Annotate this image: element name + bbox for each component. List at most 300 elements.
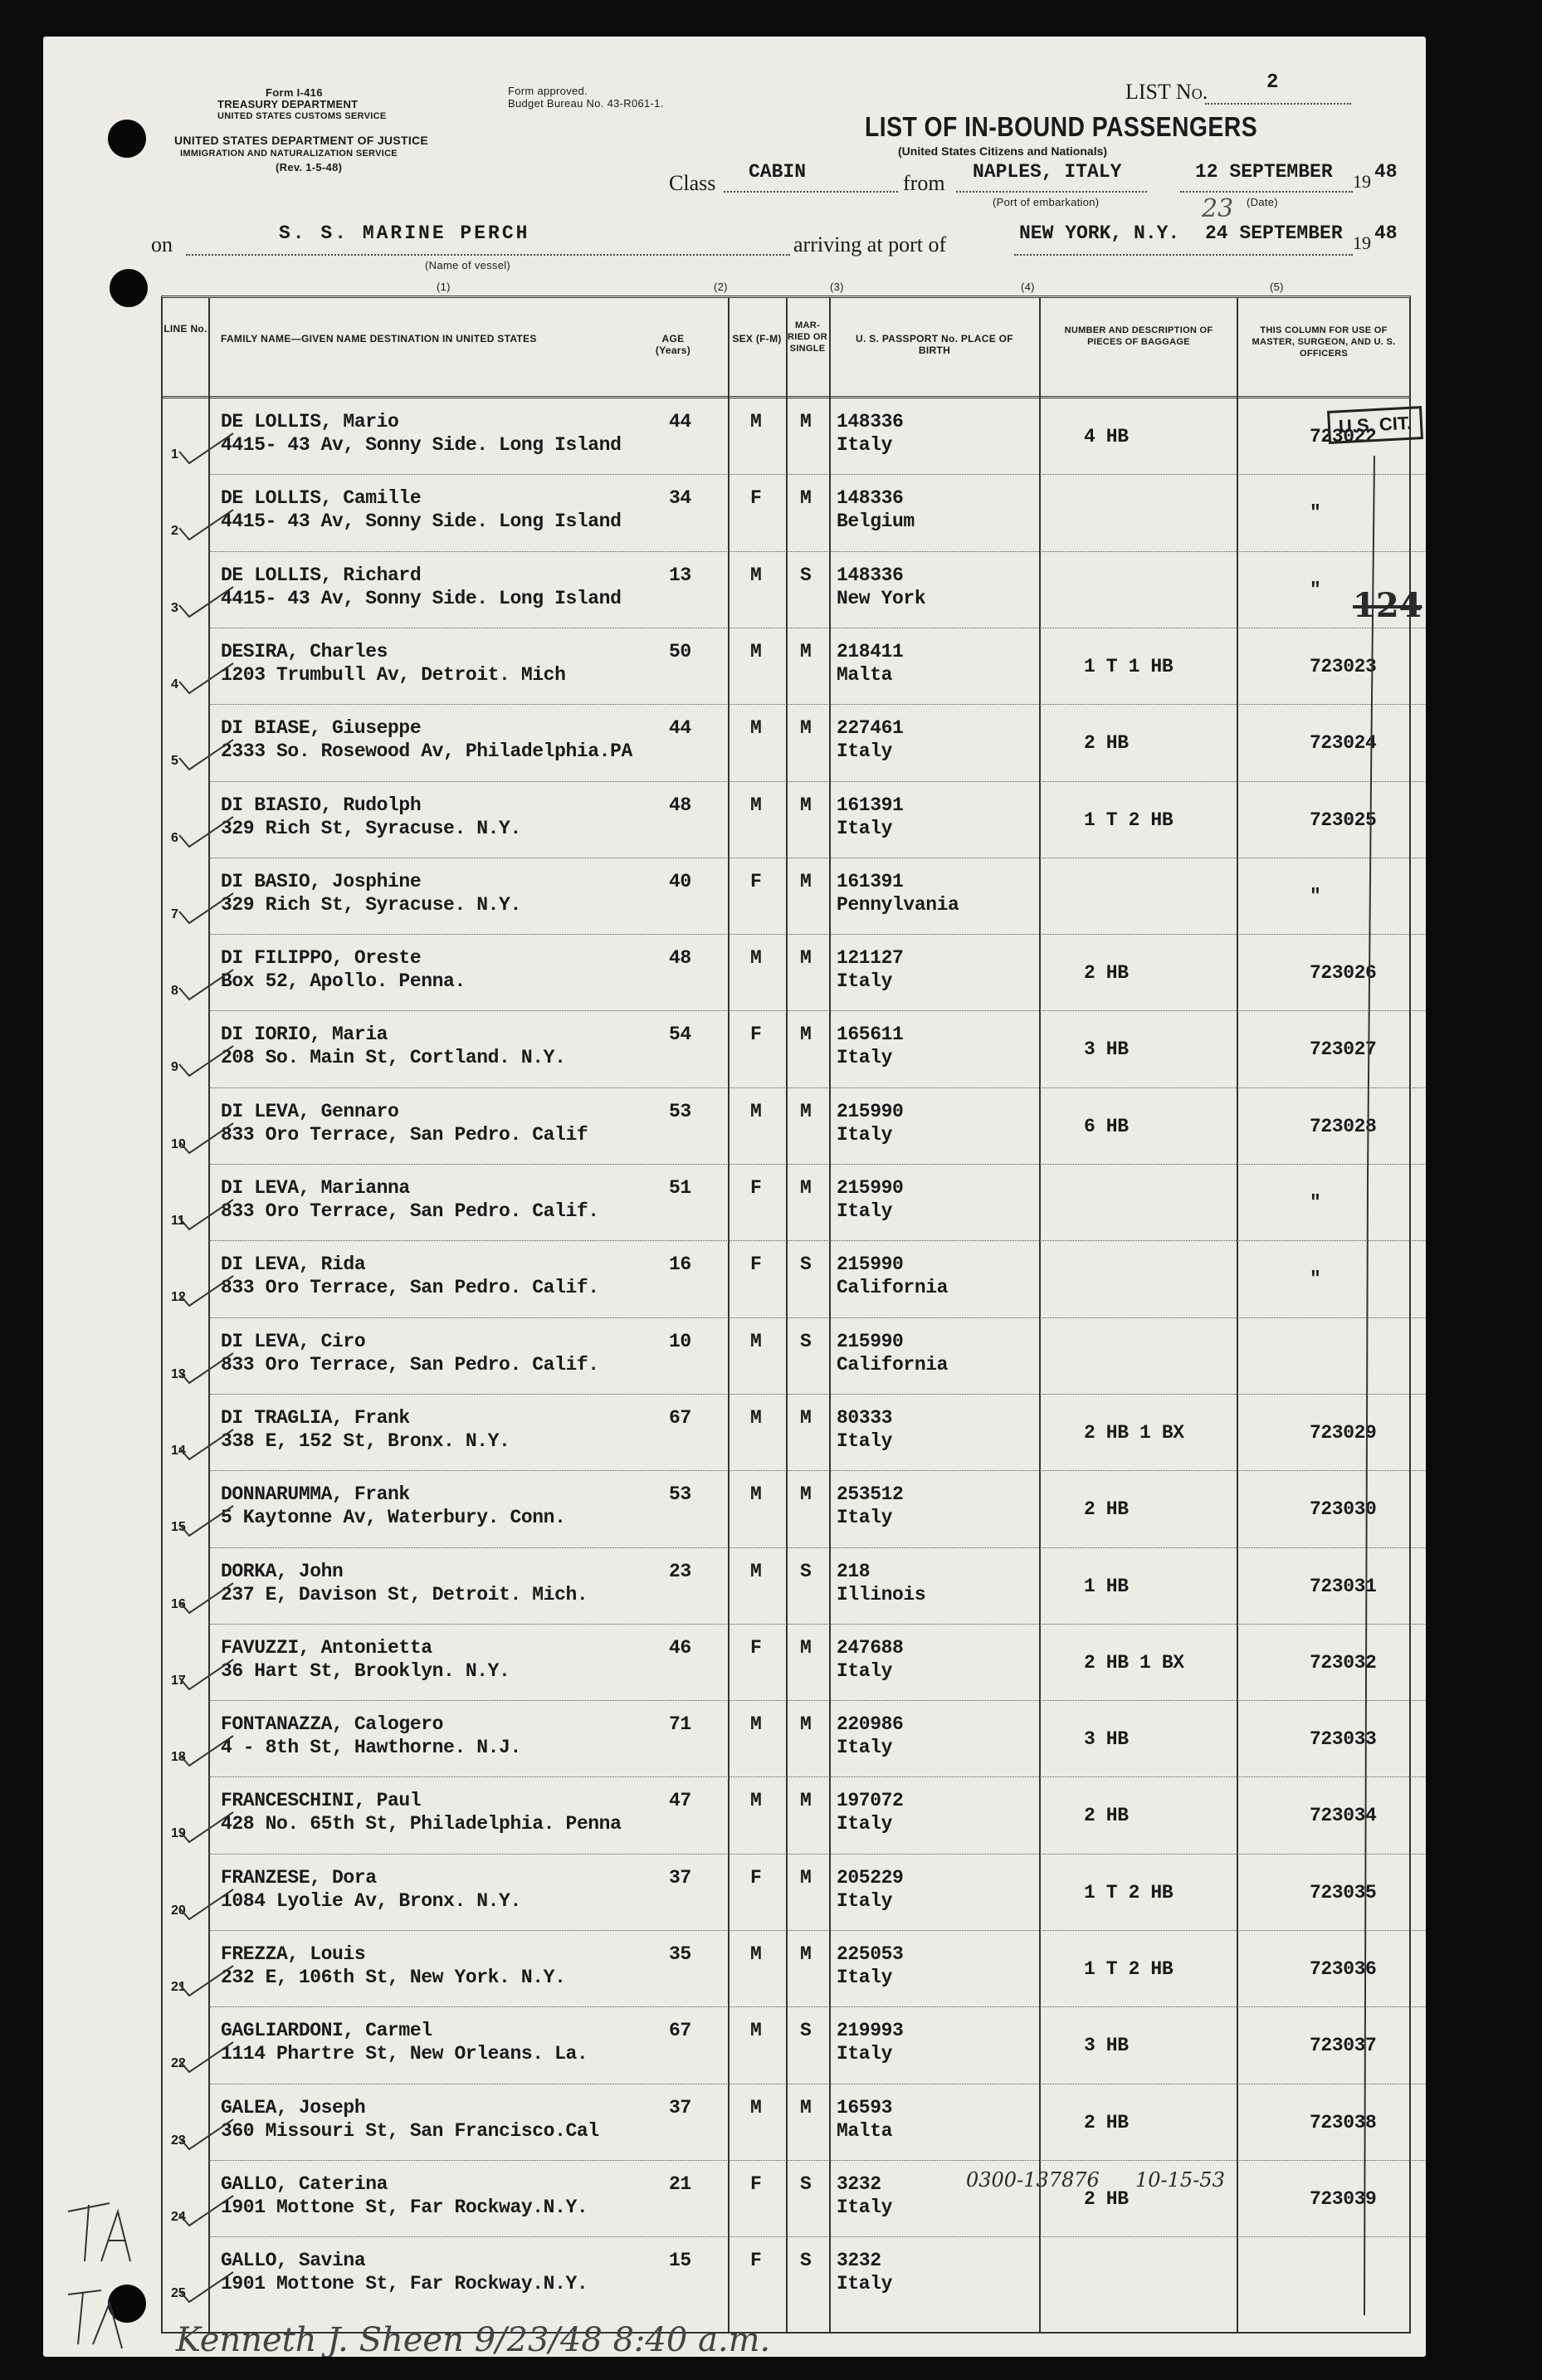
passenger-name: DI LEVA, Rida [221,1254,366,1276]
marital-status: S [800,2250,812,2272]
marital-status: M [800,1406,812,1429]
margin-note: 124 [1353,586,1422,625]
col-num-3: (3) [830,281,844,293]
officer-number: 723038 [1310,2111,1377,2133]
table-row [163,474,1426,550]
sex-value: M [750,564,762,586]
officer-number: 723024 [1310,732,1377,755]
officer-number: 723037 [1310,2035,1377,2057]
baggage-description: 3 HB [1084,2035,1129,2057]
table-row [163,1547,1426,1624]
inspector-signature: Kenneth J. Sheen 9/23/48 8:40 a.m. [176,2321,771,2357]
officer-number: " [1310,1192,1321,1214]
passenger-name: GALEA, Joseph [221,2096,366,2119]
line-number: 13 [171,1366,186,1381]
line-number: 4 [171,677,178,692]
baggage-description: 1 T 2 HB [1084,1881,1174,1904]
place-of-birth: Italy [837,1507,893,1529]
officer-number: 723023 [1310,655,1377,677]
baggage-description: 2 HB [1084,1805,1129,1827]
line-number: 10 [171,1136,186,1151]
check-mark [163,418,237,464]
place-of-birth: Malta [837,663,893,686]
officer-number: 723031 [1310,1575,1377,1597]
passport-number: 16593 [837,2096,893,2119]
sex-value: M [750,640,762,662]
age-value: 44 [669,717,691,740]
place-of-birth: Pennylvania [837,893,959,916]
page-title: LIST OF IN-BOUND PASSENGERS [865,111,1258,142]
check-mark [163,1108,237,1154]
line-number: 18 [171,1750,186,1765]
destination-address: 4 - 8th St, Hawthorne. N.J. [221,1737,521,1759]
marital-status: M [800,1177,812,1199]
age-value: 44 [669,411,691,433]
marital-status: S [800,1330,812,1352]
arrival-date-correction: 23 [1202,194,1234,223]
passport-number: 165611 [837,1024,904,1046]
arriving-label: arriving at port of [793,232,947,257]
destination-address: 833 Oro Terrace, San Pedro. Calif. [221,1200,599,1222]
passenger-name: DESIRA, Charles [221,640,388,662]
age-value: 46 [669,1636,691,1659]
line-number: 19 [171,1826,186,1841]
sex-value: F [750,870,762,892]
check-mark [163,2181,237,2226]
sex-value: M [750,947,762,970]
passenger-name: DE LOLLIS, Richard [221,564,422,586]
table-row [163,1470,1426,1547]
col-header-age: AGE (Years) [655,333,691,356]
line-number: 11 [171,1214,185,1228]
line-number: 25 [171,2286,186,2301]
passenger-name: DI BIASIO, Rudolph [221,794,422,816]
destination-address: 2333 So. Rosewood Av, Philadelphia.PA [221,740,632,763]
sex-value: F [750,2250,762,2272]
officer-number: 723035 [1310,1881,1377,1904]
margin-initials [60,2195,151,2357]
destination-address: 1901 Mottone St, Far Rockway.N.Y. [221,2273,588,2295]
marital-status: S [800,1560,812,1582]
destination-address: 237 E, Davison St, Detroit. Mich. [221,1583,588,1605]
table-row [163,934,1426,1010]
check-mark [163,572,237,618]
destination-address: 1203 Trumbull Av, Detroit. Mich [221,663,566,686]
passenger-name: GAGLIARDONI, Carmel [221,2020,432,2042]
age-value: 51 [669,1177,691,1199]
check-mark [163,1951,237,1996]
check-mark [163,648,237,694]
destination-address: 4415- 43 Av, Sonny Side. Long Island [221,434,622,456]
passenger-name: DI LEVA, Gennaro [221,1100,399,1122]
destination-address: 329 Rich St, Syracuse. N.Y. [221,817,521,839]
destination-address: 338 E, 152 St, Bronx. N.Y. [221,1429,510,1452]
destination-address: 360 Missouri St, San Francisco.Cal [221,2119,599,2142]
place-of-birth: New York [837,587,926,609]
passenger-name: DI LEVA, Marianna [221,1177,410,1199]
age-value: 53 [669,1100,691,1122]
destination-address: 1084 Lyolie Av, Bronx. N.Y. [221,1889,521,1912]
passport-number: 218411 [837,640,904,662]
check-mark [163,1644,237,1690]
baggage-description: 1 T 1 HB [1084,655,1174,677]
age-value: 71 [669,1713,691,1736]
sex-value: M [750,1943,762,1965]
sex-value: F [750,1866,762,1889]
list-number: 2 [1266,71,1279,94]
passenger-name: DE LOLLIS, Camille [221,487,422,510]
place-of-birth: Italy [837,1813,893,1835]
marital-status: M [800,1483,812,1506]
passport-number: 215990 [837,1254,904,1276]
officer-number: 723025 [1310,809,1377,831]
table-row [163,1394,1426,1470]
line-number: 6 [171,830,178,845]
arrival-port: NEW YORK, N.Y. [1019,222,1180,244]
passenger-name: DI FILIPPO, Oreste [221,947,422,970]
sex-value: M [750,717,762,740]
place-of-birth: Italy [837,1200,893,1222]
baggage-description: 1 HB [1084,1575,1129,1597]
destination-address: 36 Hart St, Brooklyn. N.Y. [221,1659,510,1682]
budget-bureau: Budget Bureau No. 43-R061-1. [508,97,664,110]
destination-address: 5 Kaytonne Av, Waterbury. Conn. [221,1507,566,1529]
line-number: 1 [171,447,178,462]
on-label: on [151,232,173,257]
destination-address: 428 No. 65th St, Philadelphia. Penna [221,1813,622,1835]
sex-value: M [750,1713,762,1736]
passenger-name: FREZZA, Louis [221,1943,366,1965]
table-row [163,628,1426,704]
place-of-birth: Italy [837,1429,893,1452]
passport-number: 219993 [837,2020,904,2042]
line-number: 14 [171,1443,186,1458]
list-number-label: LIST No. [1125,80,1208,104]
passenger-name: DI LEVA, Ciro [221,1330,366,1352]
place-of-birth: Illinois [837,1583,926,1605]
age-value: 53 [669,1483,691,1506]
check-mark [163,495,237,540]
officer-number: 723027 [1310,1039,1377,1061]
passport-number: 215990 [837,1177,904,1199]
marital-status: M [800,411,812,433]
marital-status: S [800,564,812,586]
line-number: 17 [171,1673,186,1688]
line-number: 8 [171,984,178,999]
manifest-page [43,37,1426,2357]
line-number: 22 [171,2056,186,2071]
officer-number: 723028 [1310,1115,1377,1137]
table-row [163,1164,1426,1240]
sex-value: F [750,487,762,510]
officer-number: 723034 [1310,1805,1377,1827]
baggage-description: 2 HB [1084,2187,1129,2210]
baggage-description: 4 HB [1084,426,1129,447]
officer-number: " [1310,579,1321,601]
class-label: Class [669,171,716,195]
sex-value: M [750,1406,762,1429]
age-value: 67 [669,2020,691,2042]
form-approved: Form approved. [508,85,588,97]
passport-number: 247688 [837,1636,904,1659]
punch-hole [110,269,148,307]
destination-address: 1901 Mottone St, Far Rockway.N.Y. [221,2196,588,2218]
place-of-birth: Italy [837,2273,893,2295]
col-header-married: MAR-RIED OR SINGLE [788,320,827,354]
officer-number: 723036 [1310,1958,1377,1980]
officer-number: 723039 [1310,2187,1377,2210]
sex-value: M [750,1560,762,1582]
baggage-description: 3 HB [1084,1039,1129,1061]
line-number: 7 [171,907,178,921]
table-row [163,1624,1426,1700]
passport-number: 161391 [837,794,904,816]
check-mark [163,955,237,1000]
age-value: 48 [669,947,691,970]
age-value: 40 [669,870,691,892]
age-value: 15 [669,2250,691,2272]
passport-number: 197072 [837,1790,904,1812]
marital-status: M [800,947,812,970]
check-mark [163,1721,237,1767]
place-of-birth: Italy [837,2196,893,2218]
arrival-year: 48 [1374,222,1398,244]
officer-number: 723022 [1310,426,1377,447]
col-num-2: (2) [714,281,728,293]
col-header-sex: SEX (F-M) [732,333,782,345]
marital-status: M [800,870,812,892]
sex-value: F [750,2172,762,2195]
marital-status: M [800,1713,812,1736]
age-value: 10 [669,1330,691,1352]
table-row [163,1776,1426,1853]
table-row [163,398,1426,474]
ins-service: IMMIGRATION AND NATURALIZATION SERVICE [180,149,398,159]
place-of-birth: Italy [837,1123,893,1146]
line-number: 16 [171,1596,186,1611]
check-mark [163,1415,237,1460]
place-of-birth: Italy [837,970,893,993]
sex-value: M [750,1790,762,1812]
table-row [163,2160,1426,2236]
passport-number: 205229 [837,1866,904,1889]
table-row [163,2006,1426,2083]
depart-year-prefix: 19 [1353,171,1371,192]
marital-status: M [800,1100,812,1122]
baggage-description: 2 HB [1084,1498,1129,1521]
table-row [163,1930,1426,2006]
check-mark [163,802,237,848]
officer-number: " [1310,1268,1321,1291]
check-mark [163,1874,237,1920]
passport-number: 80333 [837,1406,893,1429]
marital-status: S [800,2020,812,2042]
table-row [163,1087,1426,1164]
passenger-name: DONNARUMMA, Frank [221,1483,410,1506]
baggage-description: 2 HB [1084,732,1129,755]
destination-address: 232 E, 106th St, New York. N.Y. [221,1967,566,1988]
marital-status: M [800,717,812,740]
port-of-embarkation: NAPLES, ITALY [973,161,1122,183]
passenger-name: GALLO, Savina [221,2250,366,2272]
passport-number: 148336 [837,564,904,586]
table-row [163,704,1426,780]
age-value: 47 [669,1790,691,1812]
place-of-birth: California [837,1277,949,1299]
passport-number: 215990 [837,1100,904,1122]
marital-status: M [800,1790,812,1812]
check-mark [163,2104,237,2150]
table-row [163,1854,1426,1930]
form-revision: (Rev. 1-5-48) [276,161,343,173]
line-number: 23 [171,2133,186,2148]
age-value: 37 [669,2096,691,2119]
place-of-birth: Italy [837,1737,893,1759]
col-header-passport: U. S. PASSPORT No. PLACE OF BIRTH [856,333,1013,356]
age-value: 54 [669,1024,691,1046]
line-number: 15 [171,1520,186,1535]
sex-value: M [750,1100,762,1122]
age-value: 23 [669,1560,691,1582]
officer-number: 723029 [1310,1421,1377,1444]
form-number: Form I-416 [266,86,323,99]
passenger-name: DORKA, John [221,1560,344,1582]
col-header-baggage: NUMBER AND DESCRIPTION OF PIECES OF BAGGAGE [1064,325,1213,347]
officer-number: 723026 [1310,962,1377,985]
passenger-name: DI BASIO, Josphine [221,870,422,892]
check-mark [163,1797,237,1843]
line-number: 20 [171,1903,186,1918]
sex-value: M [750,794,762,816]
check-mark [163,2027,237,2073]
place-of-birth: Italy [837,1889,893,1912]
check-mark [163,1491,237,1537]
baggage-description: 6 HB [1084,1115,1129,1137]
table-row [163,1317,1426,1394]
col-header-officers: THIS COLUMN FOR USE OF MASTER, SURGEON, AND U. S. OFFICERS [1252,325,1396,359]
passenger-name: DE LOLLIS, Mario [221,411,399,433]
passenger-name: FONTANAZZA, Calogero [221,1713,444,1736]
place-of-birth: Italy [837,740,893,763]
baggage-description: 3 HB [1084,1728,1129,1751]
baggage-description: 1 T 2 HB [1084,1958,1174,1980]
marital-status: M [800,1636,812,1659]
place-of-birth: Belgium [837,511,915,533]
marital-status: S [800,2172,812,2195]
passenger-name: FAVUZZI, Antonietta [221,1636,432,1659]
from-label: from [903,171,945,195]
marital-status: M [800,1024,812,1046]
table-row [163,551,1426,628]
justice-department: UNITED STATES DEPARTMENT OF JUSTICE [174,134,429,147]
table-row [163,781,1426,858]
handwritten-officer-note: 10-15-53 [1135,2168,1225,2192]
col-num-1: (1) [437,281,451,293]
baggage-description: 2 HB [1084,2111,1129,2133]
officer-number: 723032 [1310,1651,1377,1674]
age-value: 16 [669,1254,691,1276]
passport-number: 3232 [837,2172,881,2195]
passport-number: 220986 [837,1713,904,1736]
passport-number: 121127 [837,947,904,970]
age-value: 50 [669,640,691,662]
age-value: 37 [669,1866,691,1889]
age-value: 67 [669,1406,691,1429]
customs-service: UNITED STATES CUSTOMS SERVICE [217,111,387,121]
destination-address: Box 52, Apollo. Penna. [221,970,466,993]
col-num-4: (4) [1021,281,1035,293]
place-of-birth: Italy [837,1047,893,1069]
us-citizen-stamp: U.S. CIT. [1327,406,1423,444]
class-value: CABIN [749,161,807,183]
check-mark [163,1261,237,1307]
treasury-department: TREASURY DEPARTMENT [217,98,359,110]
age-value: 48 [669,794,691,816]
pen-mark [1291,431,1391,2340]
age-value: 35 [669,1943,691,1965]
age-value: 13 [669,564,691,586]
passport-number: 161391 [837,870,904,892]
passport-number: 148336 [837,411,904,433]
destination-address: 4415- 43 Av, Sonny Side. Long Island [221,511,622,533]
departure-year: 48 [1374,161,1398,183]
sex-value: M [750,2096,762,2119]
line-number: 24 [171,2209,186,2224]
sex-value: F [750,1177,762,1199]
sex-value: M [750,1330,762,1352]
sex-value: F [750,1024,762,1046]
destination-address: 329 Rich St, Syracuse. N.Y. [221,893,521,916]
place-of-birth: Italy [837,2043,893,2065]
sex-value: F [750,1254,762,1276]
departure-date: 12 SEPTEMBER [1195,161,1333,183]
passport-number: 3232 [837,2250,881,2272]
age-value: 34 [669,487,691,510]
line-number: 5 [171,754,178,769]
officer-number: 723033 [1310,1728,1377,1751]
punch-hole [108,120,146,158]
passenger-name: DI IORIO, Maria [221,1024,388,1046]
passenger-name: GALLO, Caterina [221,2172,388,2195]
date-caption: (Date) [1247,196,1278,208]
place-of-birth: Italy [837,817,893,839]
check-mark [163,2257,237,2303]
table-row [163,2236,1426,2313]
passport-number: 253512 [837,1483,904,1506]
line-number: 9 [171,1060,178,1075]
destination-address: 833 Oro Terrace, San Pedro. Calif [221,1123,588,1146]
marital-status: M [800,1866,812,1889]
line-number: 21 [171,1980,186,1994]
check-mark [163,1338,237,1384]
col-header-name: FAMILY NAME—GIVEN NAME DESTINATION IN UNITED STATES [221,333,537,345]
line-number: 3 [171,600,178,615]
place-of-birth: Italy [837,434,893,456]
passport-number: 148336 [837,487,904,510]
marital-status: M [800,1943,812,1965]
vessel-name: S. S. MARINE PERCH [279,222,530,244]
officer-number: 723030 [1310,1498,1377,1521]
passenger-name: DI BIASE, Giuseppe [221,717,422,740]
marital-status: S [800,1254,812,1276]
col-num-5: (5) [1270,281,1284,293]
handwritten-baggage-note: 0300-137876 [966,2168,1100,2192]
passport-number: 215990 [837,1330,904,1352]
table-row [163,1010,1426,1087]
passport-number: 225053 [837,1943,904,1965]
passenger-name: FRANCESCHINI, Paul [221,1790,422,1812]
baggage-description: 2 HB [1084,962,1129,985]
